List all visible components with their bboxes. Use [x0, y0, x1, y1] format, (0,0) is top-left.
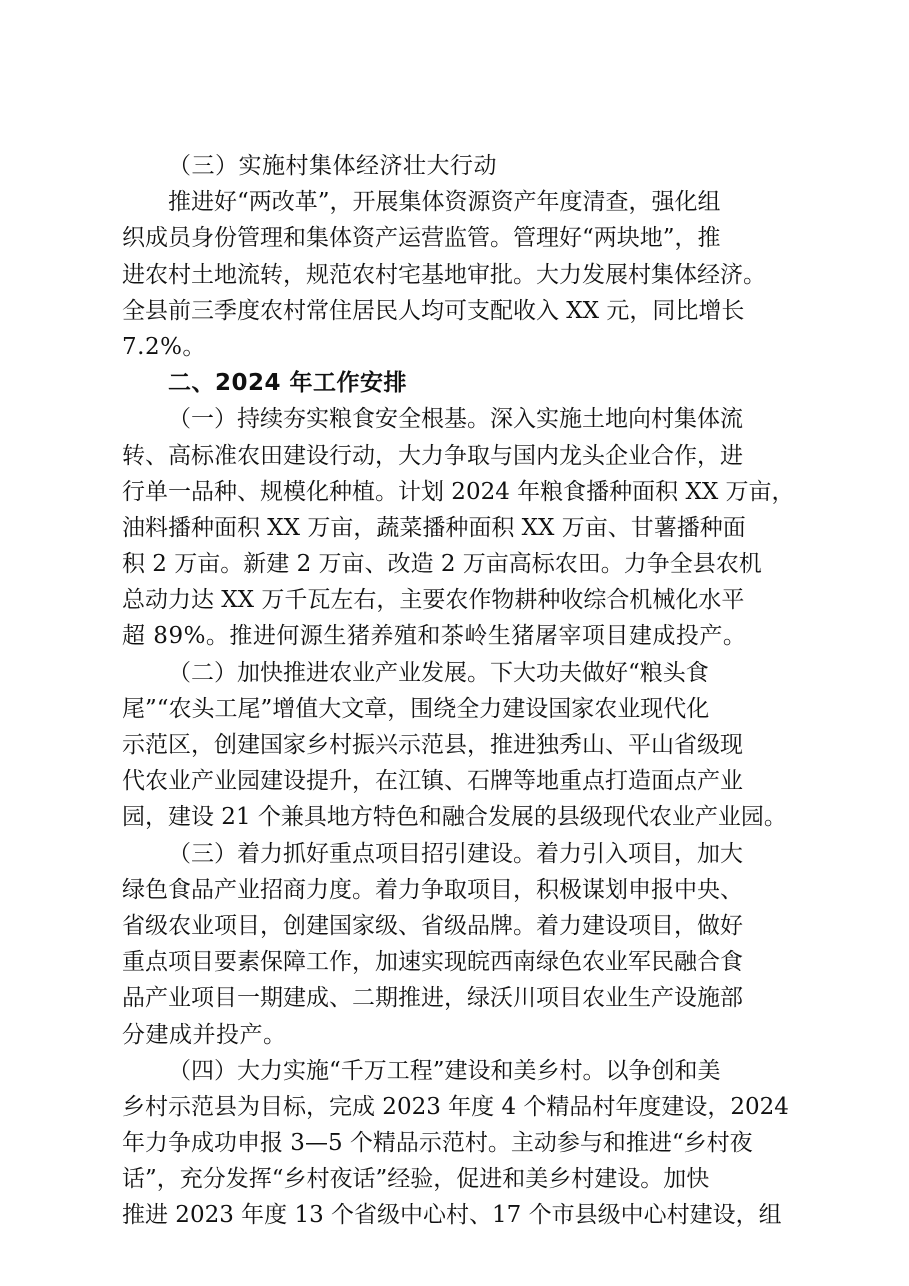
- text-line: （四）大力实施“千万工程”建设和美乡村。以争创和美: [168, 1057, 721, 1084]
- text-line: 分建成并投产。: [122, 1021, 287, 1048]
- text-line: 话”，充分发挥“乡村夜话”经验，促进和美乡村建设。加快: [122, 1166, 710, 1193]
- text-line: 总动力达 XX 万千瓦左右，主要农作物耕种收综合机械化水平: [122, 587, 745, 614]
- text-line: 超 89%。推进何源生猪养殖和茶岭生猪屠宰项目建成投产。: [122, 623, 747, 650]
- text-line: （三）实施村集体经济壮大行动: [168, 153, 497, 179]
- text-line: 尾”“农头工尾”增值大文章，围绕全力建设国家农业现代化: [122, 695, 710, 722]
- text-line: 示范区，创建国家乡村振兴示范县，推进独秀山、平山省级现: [122, 732, 743, 758]
- text-line: 年力争成功申报 3—5 个精品示范村。主动参与和推进“乡村夜: [122, 1130, 753, 1157]
- section-heading: 二、2024 年工作安排: [168, 370, 408, 397]
- text-line: 园，建设 21 个兼具地方特色和融合发展的县级现代农业产业园。: [122, 804, 787, 831]
- text-line: 推进好“两改革”，开展集体资源资产年度清查，强化组: [168, 189, 721, 216]
- text-line: 行单一品种、规模化种植。计划 2024 年粮食播种面积 XX 万亩，: [122, 478, 795, 505]
- text-line: 重点项目要素保障工作，加速实现皖西南绿色农业军民融合食: [122, 949, 743, 976]
- text-line: 推进 2023 年度 13 个省级中心村、17 个市县级中心村建设，组: [122, 1202, 782, 1229]
- text-line: 油料播种面积 XX 万亩，蔬菜播种面积 XX 万亩、甘薯播种面: [122, 514, 746, 541]
- document-body: [122, 148, 798, 1234]
- text-line: 绿色食品产业招商力度。着力争取项目，积极谋划申报中央、: [122, 876, 743, 903]
- text-line: 进农村土地流转，规范农村宅基地审批。大力发展村集体经济。: [122, 261, 766, 288]
- text-line: （三）着力抓好重点项目招引建设。着力引入项目，加大: [168, 840, 743, 867]
- text-line: （一）持续夯实粮食安全根基。深入实施土地向村集体流: [168, 406, 743, 433]
- text-line: 积 2 万亩。新建 2 万亩、改造 2 万亩高标农田。力争全县农机: [122, 551, 762, 578]
- text-line: 转、高标准农田建设行动，大力争取与国内龙头企业合作，进: [122, 442, 743, 469]
- text-line: 织成员身份管理和集体资产运营监管。管理好“两块地”，推: [122, 225, 721, 252]
- text-line: 代农业产业园建设提升，在江镇、石牌等地重点打造面点产业: [122, 768, 743, 795]
- text-line: 品产业项目一期建成、二期推进，绿沃川项目农业生产设施部: [122, 985, 743, 1012]
- text-line: 7.2%。: [122, 333, 206, 360]
- text-line: 全县前三季度农村常住居民人均可支配收入 XX 元，同比增长: [122, 297, 745, 324]
- text-line: 乡村示范县为目标，完成 2023 年度 4 个精品村年度建设，2024: [122, 1093, 789, 1120]
- text-line: 省级农业项目，创建国家级、省级品牌。着力建设项目，做好: [122, 912, 743, 939]
- text-line: （二）加快推进农业产业发展。下大功夫做好“粮头食: [168, 659, 709, 686]
